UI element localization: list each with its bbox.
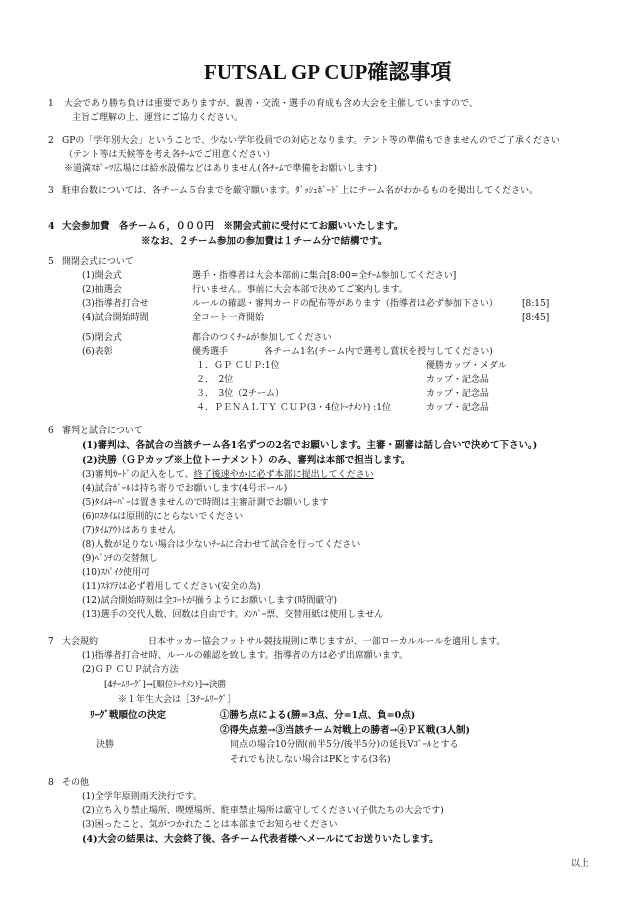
section-8-number: 8 bbox=[48, 778, 54, 788]
section-7-heading: 大会規約 bbox=[62, 637, 99, 647]
section-8-heading: その他 bbox=[62, 778, 90, 788]
referee-rule-3 bbox=[82, 471, 374, 480]
final-label: 決勝 bbox=[96, 740, 115, 750]
entry-fee-line: 大会参加費 各チーム６，０００円 ※開会式前に受付にてお願いいたします。 bbox=[62, 221, 404, 232]
ceremony-row-text: 優秀選手 各チーム1名(チーム内で選考し賞状を授与してください) bbox=[192, 347, 493, 357]
award-place: ２． 2位 bbox=[196, 375, 234, 385]
section-7-number: 7 bbox=[48, 637, 54, 647]
match-rule: (7)ﾀｲﾑｱｳﾄはありません bbox=[82, 526, 176, 536]
match-rule: (8)人数が足りない場合は少ないﾁｰﾑに合わせて試合を行ってください bbox=[82, 540, 361, 550]
section-1-number: 1 bbox=[48, 99, 54, 109]
final-rule-2: それでも決しない場合はPKとする(3名) bbox=[230, 755, 391, 765]
results-notice: (4)大会の結果は、大会終了後、各チーム代表者様へメールにてお送りいたします。 bbox=[82, 834, 439, 845]
ceremony-row-text: 行いません。事前に大会本部で決めてご案内します。 bbox=[192, 285, 408, 295]
regulation-line: (2)ＧＰ ＣＵＰ試合方法 bbox=[82, 665, 179, 675]
section-2-number: 2 bbox=[48, 136, 54, 146]
section-3-number: 3 bbox=[48, 186, 54, 196]
award-place: １．ＧＰ ＣＵＰ:1位 bbox=[196, 361, 280, 371]
referee-rule-3-text: (3)審判ｶｰﾄﾞの記入をして、 bbox=[82, 470, 194, 480]
ranking-rule-2: ②得失点差→③当該チーム対戦上の勝者→④ＰＫ戦(3人制) bbox=[220, 725, 471, 736]
ceremony-row-time: [8:45] bbox=[522, 313, 550, 323]
ceremony-row-label: (4)試合開始時間 bbox=[82, 313, 149, 323]
award-prize: 優勝カップ・メダル bbox=[426, 361, 507, 371]
first-grade-note: ※１年生大会は［3ﾁｰﾑﾘｰｸﾞ］ bbox=[118, 695, 237, 705]
referee-rule-2: (2)決勝（ＧＰカップ※上位トーナメント）のみ、審判は本部で担当します。 bbox=[82, 455, 411, 466]
match-rule: (5)ﾀｲﾑｷｰﾊﾟｰは置きませんので時間は主審計測でお願いします bbox=[82, 498, 329, 508]
match-rule: (4)試合ﾎﾞｰﾙは持ち寄りでお願いします(4号ボール) bbox=[82, 484, 288, 494]
final-rule-1: 同点の場合10分間(前半5分/後半5分)の延長Vｺﾞｰﾙとする bbox=[230, 740, 459, 750]
section-3-line-1: 駐車台数については、各チーム５台までを厳守願います。ﾀﾞｯｼｭﾎﾞｰﾄﾞ上にチーム名がわかるものを掲出してください。 bbox=[62, 186, 539, 196]
other-line: (2)立ち入り禁止場所、喫煙場所、駐車禁止場所は厳守してください(子供たちの大会です) bbox=[82, 806, 444, 816]
match-rule: (6)ﾛｽﾀｲﾑは原則的にとらないでください bbox=[82, 512, 244, 522]
section-1-line-1: 大会であり勝ち負けは重要でありますが、親善・交流・選手の育成も含め大会を主催していますので、 bbox=[64, 99, 478, 109]
referee-rule-3-underlined: 終了後速やかに必ず本部に提出してください bbox=[193, 470, 374, 480]
ceremony-row-text: 全コート一斉開始 bbox=[192, 313, 265, 323]
match-rule: (10)ｽﾊﾟｲｸ使用可 bbox=[82, 568, 150, 578]
section-7-heading-text: 日本サッカー協会フットサル競技規則に準じますが、一部ローカルルールを適用します。 bbox=[148, 637, 506, 647]
award-prize: カップ・記念品 bbox=[426, 403, 489, 413]
match-rule: (9)ﾍﾟﾝﾁの交替無し bbox=[82, 554, 158, 564]
ceremony-row-label: (1)開会式 bbox=[82, 271, 122, 281]
match-rule: (13)選手の交代人数、回数は自由です。ﾒﾝﾊﾞｰ票、交替用紙は使用しません bbox=[82, 610, 384, 620]
section-5-number: 5 bbox=[48, 257, 54, 267]
ceremony-row-label: (2)抽選会 bbox=[82, 285, 122, 295]
section-2-line-3: ※道満ｽﾎﾟｰﾂ広場には給水設備などはありません(各ﾁｰﾑで準備をお願いします) bbox=[64, 164, 378, 174]
section-4-number: 4 bbox=[48, 221, 55, 232]
match-rule: (12)試合開始時刻は全ｺｰﾄが揃うようにお願いします(時間厳守) bbox=[82, 596, 337, 606]
award-place: ３． 3位（2チーム） bbox=[196, 389, 284, 399]
ranking-rule-1: ①勝ち点による(勝=3点、分=1点、負=0点) bbox=[220, 710, 416, 721]
section-6-number: 6 bbox=[48, 426, 54, 436]
other-line: (1)全学年原則雨天決行です。 bbox=[82, 792, 203, 802]
section-2-line-1: GPの「学年別大会」ということで、少ない学年役員での対応となります。テント等の準備もできませんのでご了承ください bbox=[62, 136, 560, 146]
ceremony-row-label: (3)指導者打合せ bbox=[82, 299, 149, 309]
ceremony-row-label: (6)表彰 bbox=[82, 347, 113, 357]
section-5-heading: 開閉会式について bbox=[62, 257, 134, 267]
award-prize: カップ・記念品 bbox=[426, 389, 489, 399]
regulation-line: (1)指導者打合せ時、ルールの確認を致します。指導者の方は必ず出席願います。 bbox=[82, 651, 409, 661]
entry-fee-note: ※なお、２チーム参加の参加費は１チーム分で結構です。 bbox=[141, 236, 388, 247]
section-6-heading: 審判と試合について bbox=[62, 426, 143, 436]
match-rule: (11)ｽﾈｱﾃは必ず着用してください(安全の為) bbox=[82, 582, 261, 592]
other-line: (3)困ったこと、気がつかれたことは本部までお知らせください bbox=[82, 820, 338, 830]
ceremony-row-text: 選手・指導者は大会本部前に集合[8:00=全ﾁｰﾑ参加してください] bbox=[192, 271, 457, 281]
section-1-line-2: 主旨ご理解の上、運営にご協力ください。 bbox=[72, 113, 244, 123]
ceremony-row-time: [8:15] bbox=[522, 299, 550, 309]
page-title: FUTSAL GP CUP確認事項 bbox=[204, 60, 452, 84]
league-ranking-label: ﾘｰｸﾞ戦順位の決定 bbox=[90, 710, 167, 721]
ceremony-row-label: (5)閉会式 bbox=[82, 333, 122, 343]
section-2-line-2: （テント等は天候等を考え各ﾁｰﾑでご用意ください） bbox=[64, 150, 276, 160]
ceremony-row-text: 都合のつくﾁｰﾑが参加してください bbox=[192, 333, 332, 343]
tournament-flow: [4ﾁｰﾑﾘｰｸﾞ]→[順位ﾄｰﾅﾒﾝﾄ]→決勝 bbox=[104, 680, 227, 690]
award-place: ４．ＰＥＮＡＬＴＹ ＣＵＰ(3・4位ﾄｰﾅﾒﾝﾄ) :1位 bbox=[196, 403, 391, 413]
referee-rule-1: (1)審判は、各試合の当該チーム各1名ずつの2名でお願いします。主審・副審は話し合いで決めて下さい。) bbox=[82, 440, 538, 451]
ceremony-row-text: ルールの確認・審判カードの配布等があります（指導者は必ず参加下さい） bbox=[192, 299, 498, 309]
closing-mark: 以上 bbox=[571, 859, 590, 869]
award-prize: カップ・記念品 bbox=[426, 375, 489, 385]
